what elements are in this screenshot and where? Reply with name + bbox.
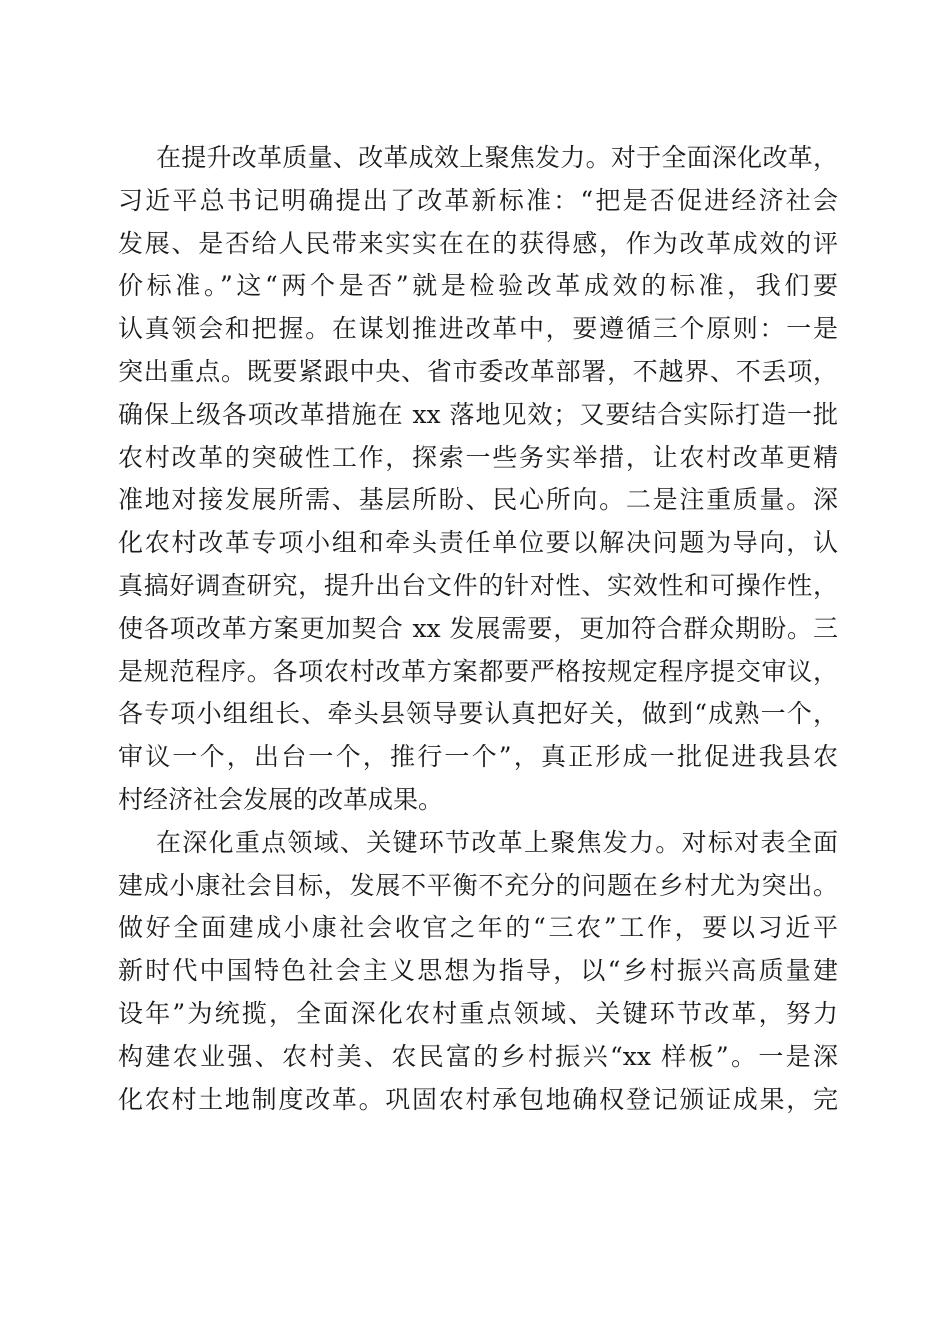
- text-line: 农村改革的突破性工作，探索一些务实举措，让农村改革更精: [118, 442, 838, 472]
- text-line: 发展、是否给人民带来实实在在的获得感，作为改革成效的评: [118, 228, 838, 258]
- text-line: 化农村土地制度改革。巩固农村承包地确权登记颁证成果，完: [118, 1084, 838, 1114]
- text-line: 真搞好调查研究，提升出台文件的针对性、实效性和可操作性，: [118, 570, 838, 600]
- text-line: 确保上级各项改革措施在 xx 落地见效；又要结合实际打造一批: [118, 399, 838, 429]
- text-line: 是规范程序。各项农村改革方案都要严格按规定程序提交审议，: [118, 656, 838, 686]
- text-line: 审议一个，出台一个，推行一个”，真正形成一批促进我县农: [118, 742, 838, 772]
- text-line: 在提升改革质量、改革成效上聚焦发力。对于全面深化改革，: [156, 143, 838, 172]
- text-line: 认真领会和把握。在谋划推进改革中，要遵循三个原则：一是: [118, 314, 838, 344]
- document-body: [118, 137, 838, 1121]
- paragraph-key-areas: [118, 822, 838, 1122]
- text-line: 习近平总书记明确提出了改革新标准：“把是否促进经济社会: [118, 185, 838, 215]
- paragraph-reform-quality: [118, 137, 838, 822]
- text-line: 准地对接发展所需、基层所盼、民心所向。二是注重质量。深: [118, 485, 838, 515]
- text-line: 做好全面建成小康社会收官之年的“三农”工作，要以习近平: [118, 913, 838, 943]
- text-line: 新时代中国特色社会主义思想为指导，以“乡村振兴高质量建: [118, 956, 838, 986]
- text-line: 在深化重点领域、关键环节改革上聚焦发力。对标对表全面: [156, 827, 838, 857]
- text-line: 村经济社会发展的改革成果。: [118, 784, 444, 814]
- text-line: 突出重点。既要紧跟中央、省市委改革部署，不越界、不丢项，: [118, 356, 838, 386]
- text-line: 设年”为统揽，全面深化农村重点领域、关键环节改革，努力: [118, 998, 838, 1028]
- text-line: 构建农业强、农村美、农民富的乡村振兴“xx 样板”。一是深: [118, 1041, 838, 1071]
- text-line: 价标准。”这“两个是否”就是检验改革成效的标准，我们要: [118, 271, 838, 301]
- text-line: 建成小康社会目标，发展不平衡不充分的问题在乡村尤为突出。: [118, 870, 838, 900]
- text-line: 化农村改革专项小组和牵头责任单位要以解决问题为导向，认: [118, 528, 838, 558]
- text-line: 各专项小组组长、牵头县领导要认真把好关，做到“成熟一个，: [118, 699, 838, 729]
- text-line: 使各项改革方案更加契合 xx 发展需要，更加符合群众期盼。三: [118, 613, 838, 643]
